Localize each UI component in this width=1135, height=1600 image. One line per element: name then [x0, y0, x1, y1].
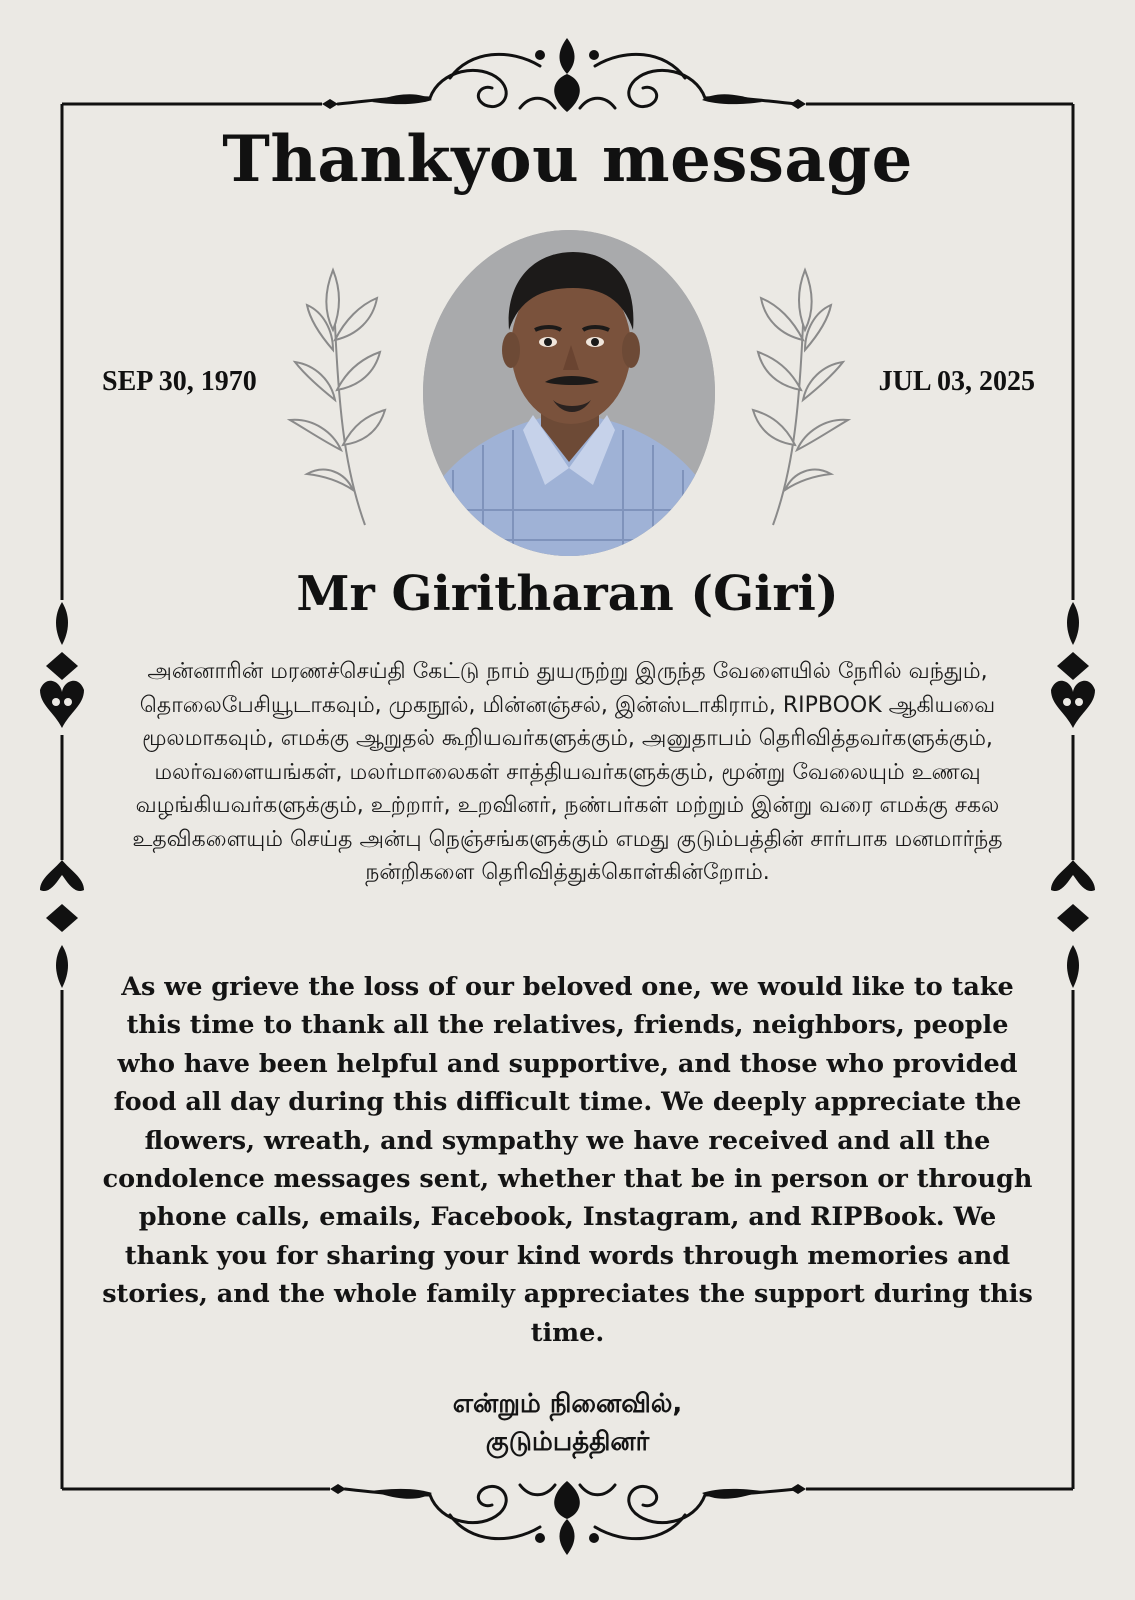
tamil-thank-you-message: அன்னாரின் மரணச்செய்தி கேட்டு நாம் துயருற்று இருந்த வேளையில் நேரில் வந்தும், தொலைபேசியூடாகவும், முகநூல், மின்னஞ்சல், இன்ஸ்டாகிராம், RIPBOOK ஆகியவை மூலமாகவும், எமக்கு ஆறுதல் கூறியவர்களுக்கும், அனுதாபம் தெரிவித்தவர்களுக்கும், மலர்வளையங்கள், மலர்மாலைகள் சாத்தியவர்களுக்கும், மூன்று வேலையும் உணவு வழங்கியவர்களுக்கும், உற்றார், உறவினர், நண்பர்கள் மற்றும் இன்று வரை எமக்கு சகல உதவிகளையும் செய்த அன்பு நெஞ்சங்களுக்கும் எமது குடும்பத்தின் சார்பாக மனமார்ந்த நன்றிகளை தெரிவித்துக்கொள்கின்றோம். — [132, 659, 1003, 885]
english-thank-you-message: As we grieve the loss of our beloved one, we would like to take this time to thank all the relatives, friends, neighbors, people who have been helpful and supportive, and those who provided food all day during this difficult time. We deeply appreciate the flowers, wreath, and sympathy we have received and all the condolence messages sent, whether that be in person or through phone calls, emails, Facebook, Instagram, and RIPBook. We thank you for sharing your kind words through memories and stories, and the whole family appreciates the support during this time. — [102, 972, 1033, 1348]
birth-date: SEP 30, 1970 — [102, 366, 257, 397]
page-title: Thankyou message — [222, 122, 913, 197]
deceased-name: Mr Giritharan (Giri) — [296, 566, 839, 622]
memorial-portrait — [423, 230, 715, 556]
laurel-branch-icon — [285, 250, 395, 535]
signoff-line-2: குடும்பத்தினர் — [485, 1427, 650, 1457]
laurel-branch-icon — [743, 250, 853, 535]
death-date: JUL 03, 2025 — [878, 366, 1035, 397]
signoff — [0, 1385, 1135, 1461]
signoff-line-1: என்றும் நினைவில், — [452, 1389, 683, 1419]
